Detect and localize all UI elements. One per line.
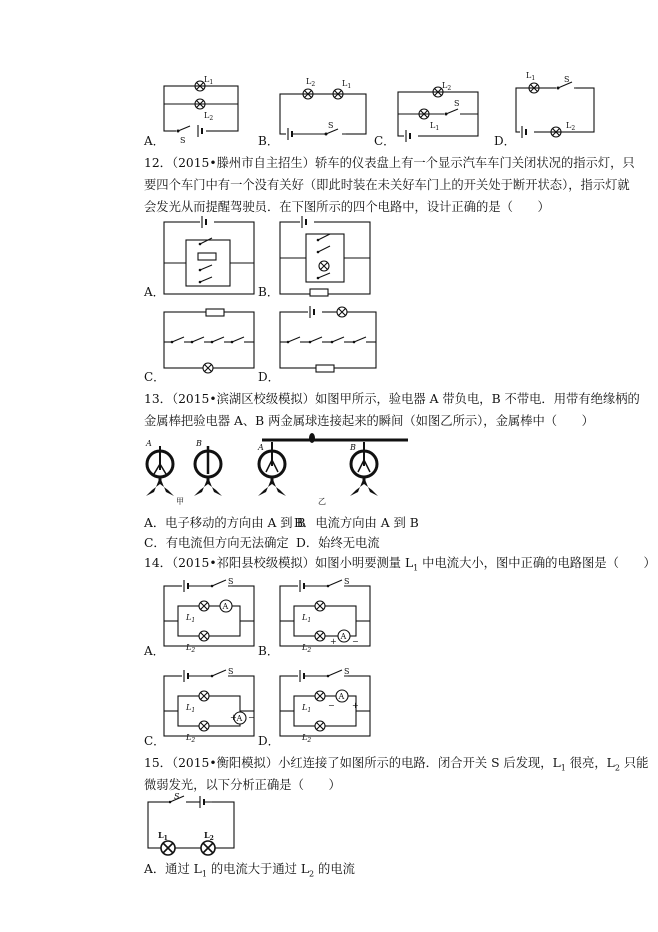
q11-a-label-l2: $L_2$ xyxy=(204,111,214,122)
q14-circuit-d xyxy=(276,668,376,742)
q12-circuit-a xyxy=(160,216,260,298)
q13-label-b-yi: B xyxy=(350,443,356,452)
q14-line1-pre: 14．（2015•祁阳县校级模拟）如图小明要测量 L xyxy=(144,556,414,570)
svg-text:−: − xyxy=(248,713,255,722)
q14-question-line-1 xyxy=(144,552,656,579)
q12-option-a-label: A． xyxy=(144,285,165,299)
svg-text:S: S xyxy=(344,577,350,586)
q15-opta-mid: 的电流大于通过 L xyxy=(206,862,310,876)
svg-text:S: S xyxy=(228,577,234,586)
svg-text:S: S xyxy=(228,667,234,676)
svg-text:L2: $L_2$ xyxy=(442,81,452,92)
q15-line1-mid: 很亮，L xyxy=(565,756,615,770)
q13-label-b-jia: B xyxy=(196,439,202,448)
q14-option-c-label: C． xyxy=(144,734,166,748)
q15-line1-sub1: 1 xyxy=(560,763,566,773)
q14-option-b-label: B． xyxy=(258,644,279,658)
q12-question-line-2: 要四个车门中有一个没有关好（即此时装在未关好车门上的开关处于断开状态），指示灯就 xyxy=(144,178,630,192)
q13-label-a-jia: A xyxy=(146,439,152,448)
q13-option-c: C．有电流但方向无法确定 xyxy=(144,536,289,550)
q15-opta-sub1: 1 xyxy=(201,869,207,879)
q12-circuit-c xyxy=(160,306,260,376)
q13-label-yi: 乙 xyxy=(318,497,326,506)
svg-text:−: − xyxy=(352,637,359,646)
svg-text:A: A xyxy=(222,602,229,611)
q12-option-b-label: B． xyxy=(258,285,279,299)
q15-line1-pre: 15．（2015•衡阳模拟）小红连接了如图所示的电路．闭合开关 S 后发现，L xyxy=(144,756,561,770)
q13-option-d: D．始终无电流 xyxy=(296,536,380,550)
q15-line1-post: 只能 xyxy=(619,756,649,770)
q13-label-jia: 甲 xyxy=(176,497,184,506)
q12-option-c-label: C． xyxy=(144,370,166,384)
svg-text:+: + xyxy=(352,701,359,710)
q14-line1-sub: 1 xyxy=(413,563,419,573)
svg-text:L1: $L_1$ xyxy=(302,613,312,624)
svg-text:L1: $L_1$ xyxy=(526,71,536,82)
svg-text:+: + xyxy=(330,637,337,646)
q14-option-d-label: D． xyxy=(258,734,280,748)
q12-question-line-1: 12．（2015•滕州市自主招生）轿车的仪表盘上有一个显示汽车车门关闭状况的指示灯，只 xyxy=(144,156,635,170)
svg-text:S: S xyxy=(344,667,350,676)
svg-text:L2: $L_2$ xyxy=(566,121,576,132)
svg-text:S: S xyxy=(564,75,570,84)
q11-option-b-label: B． xyxy=(258,134,279,148)
svg-text:L2: $L_2$ xyxy=(186,733,196,744)
electroscope-b-jia xyxy=(194,446,222,496)
svg-text:L1: $L_1$ xyxy=(186,703,196,714)
svg-text:A: A xyxy=(340,632,347,641)
q14-circuit-b xyxy=(276,578,376,652)
svg-text:L2: $L_2$ xyxy=(306,77,316,88)
q13-option-a: A．电子移动的方向由 A 到 B xyxy=(144,516,306,530)
q11-a-label-l1: $L_1$ xyxy=(204,75,214,86)
q13-label-a-yi: A xyxy=(258,443,264,452)
q11-option-d-label: D． xyxy=(494,134,516,148)
svg-text:L2: $L_2$ xyxy=(302,733,312,744)
q11-option-a-label: A． xyxy=(144,134,165,148)
q12-circuit-d xyxy=(276,306,380,376)
q11-circuit-c xyxy=(394,80,484,138)
q15-opta-pre: A．通过 L xyxy=(144,862,202,876)
q15-option-a xyxy=(144,858,355,885)
q11-circuit-a xyxy=(160,74,242,145)
q15-circuit xyxy=(144,794,240,854)
svg-text:A: A xyxy=(338,692,345,701)
q11-option-c-label: C． xyxy=(374,134,396,148)
q15-opta-sub2: 2 xyxy=(309,869,315,879)
q11-circuit-b xyxy=(276,74,370,136)
q14-option-a-label: A． xyxy=(144,644,165,658)
q12-option-d-label: D． xyxy=(258,370,280,384)
svg-text:L2: $L_2$ xyxy=(186,643,196,654)
svg-text:−: − xyxy=(328,701,335,710)
svg-text:L1: $L_1$ xyxy=(186,613,196,624)
q13-question-line-2: 金属棒把验电器 A、B 两金属球连接起来的瞬间（如图乙所示），金属棒中（ ） xyxy=(144,414,594,428)
q15-opta-post: 的电流 xyxy=(314,862,355,876)
svg-text:S: S xyxy=(328,121,334,130)
svg-text:A: A xyxy=(236,714,243,723)
svg-text:L1: $L_1$ xyxy=(302,703,312,714)
svg-text:S: S xyxy=(454,99,460,108)
q11-circuit-d xyxy=(512,70,602,136)
svg-text:L2: $L_2$ xyxy=(302,643,312,654)
q14-circuit-c xyxy=(160,668,260,742)
q13-question-line-1: 13．（2015•滨湖区校级模拟）如图甲所示，验电器 A 带负电，B 不带电．用带有绝缘柄的 xyxy=(144,392,640,406)
svg-text:L1: $L_1$ xyxy=(430,121,440,132)
svg-text:L1: $L_1$ xyxy=(342,79,352,90)
q11-a-label-s: S xyxy=(180,136,186,145)
svg-text:S: S xyxy=(174,792,180,801)
q14-line1-post: 中电流大小，图中正确的电路图是（ ） xyxy=(418,556,656,570)
q13-figure xyxy=(142,434,518,514)
electroscope-a-jia xyxy=(146,446,174,496)
q12-question-line-3: 会发光从而提醒驾驶员．在下图所示的四个电路中，设计正确的是（ ） xyxy=(144,200,550,214)
svg-text:+: + xyxy=(230,713,237,722)
q15-question-line-2: 微弱发光，以下分析正确是（ ） xyxy=(144,778,341,792)
q12-circuit-b xyxy=(276,216,376,298)
q13-option-b: B．电流方向由 A 到 B xyxy=(294,516,419,530)
q14-circuit-a xyxy=(160,578,260,652)
svg-text:L2: $L_2$ xyxy=(204,830,214,842)
q15-line1-sub2: 2 xyxy=(614,763,620,773)
svg-text:L1: $L_1$ xyxy=(158,830,168,842)
